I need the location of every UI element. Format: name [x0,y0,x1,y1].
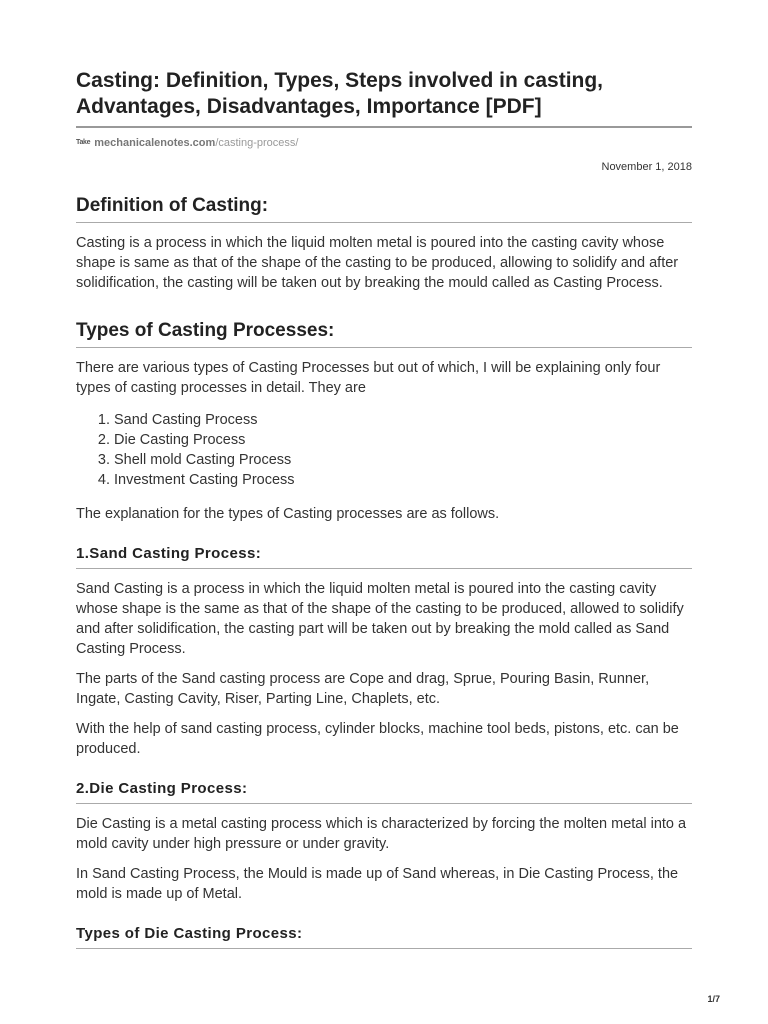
paragraph-die-2: In Sand Casting Process, the Mould is made up of Sand whereas, in Die Casting Process, the mold is made up of Metal. [76,866,679,902]
document-page [76,0,692,949]
page-number: 1/7 [707,994,720,1004]
heading-die-casting-types: Types of Die Casting Process: [76,925,303,942]
heading-sand-casting: 1.Sand Casting Process: [76,545,262,562]
heading-die-casting: 2.Die Casting Process: [76,780,248,797]
list-item: 4. Investment Casting Process [114,470,692,490]
section-divider [76,568,692,569]
publish-date: November 1, 2018 [601,161,692,173]
source-link-domain[interactable]: mechanicalenotes.com [94,137,216,149]
paragraph-die-1: Die Casting is a metal casting process which is characterized by forcing the molten metal into a mold cavity under high pressure or under gravity. [76,816,687,852]
heading-types: Types of Casting Processes: [76,320,335,341]
casting-types-list [76,410,692,490]
list-item: 1. Sand Casting Process [114,410,692,430]
section-divider [76,803,692,804]
title-divider [76,126,692,128]
paragraph-sand-3: With the help of sand casting process, cylinder blocks, machine tool beds, pistons, etc. can be produced. [76,721,679,757]
section-divider [76,222,692,223]
page-title: Casting: Definition, Types, Steps involved in casting, Advantages, Disadvantages, Importance [PDF] [76,69,604,118]
heading-definition: Definition of Casting: [76,195,269,216]
section-divider [76,948,692,949]
source-line [76,136,692,150]
paragraph-definition: Casting is a process in which the liquid molten metal is poured into the casting cavity whose shape is same as that of the shape of the casting to be produced, allowing to solidify and after solidification, the casting will be taken out by breaking the mould called as Casting Process. [76,235,679,291]
list-item: 2. Die Casting Process [114,430,692,450]
site-logo-icon: Take [76,139,91,146]
list-item: 3. Shell mold Casting Process [114,450,692,470]
paragraph-types-intro: There are various types of Casting Processes but out of which, I will be explaining only four types of casting processes in detail. They are [76,360,661,396]
paragraph-sand-2: The parts of the Sand casting process are Cope and drag, Sprue, Pouring Basin, Runner, Ingate, Casting Cavity, Riser, Parting Line, Chaplets, etc. [76,671,650,707]
paragraph-types-followup: The explanation for the types of Casting processes are as follows. [76,506,500,522]
paragraph-sand-1: Sand Casting is a process in which the liquid molten metal is poured into the casting cavity whose shape is the same as that of the shape of the casting to be produced, allowed to solidify and after solidification, the casting part will be taken out by breaking the mold called as Sand Casting Process. [76,581,684,657]
source-link-path[interactable]: /casting-process/ [215,137,299,149]
section-divider [76,347,692,348]
